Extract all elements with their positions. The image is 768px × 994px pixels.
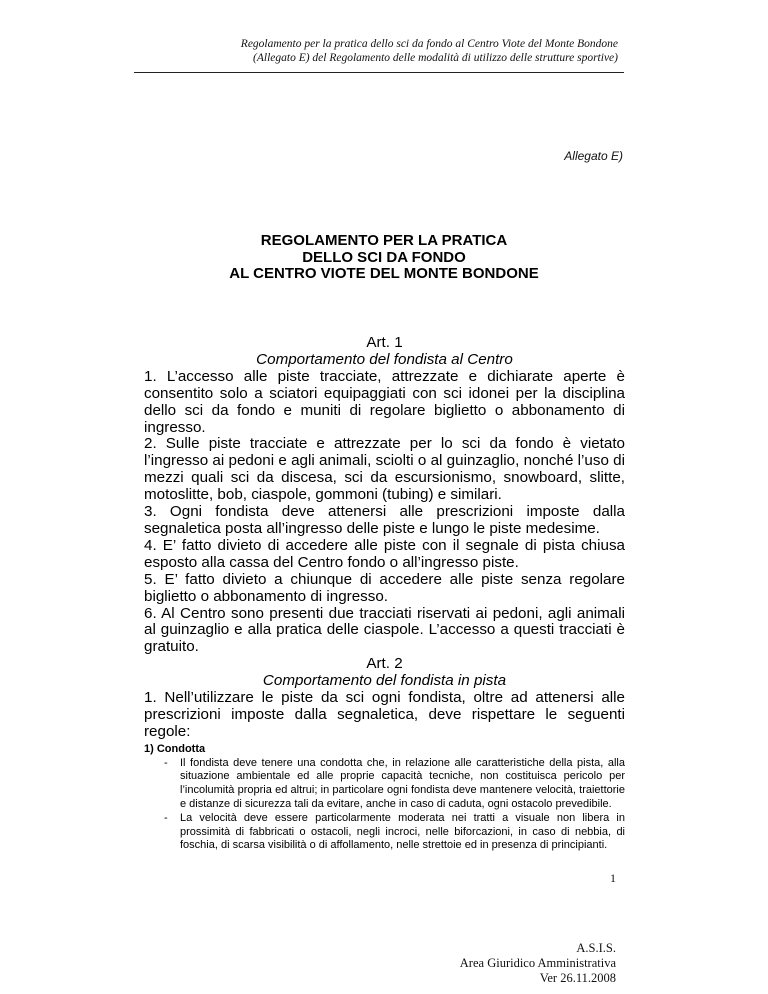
page-number: 1 bbox=[610, 871, 616, 885]
art1-paragraph-2: 2. Sulle piste tracciate e attrezzate per lo sci da fondo è vietato l’ingresso ai pedoni e agli animali, sciolti o al guinzaglio, nonché l’uso di mezzi quali sci da discesa, sci da escursionismo, snowboard, slitte, motoslitte, bob, ciaspole, gommoni (tubing) e similari. bbox=[144, 435, 625, 504]
header-line-2: (Allegato E) del Regolamento delle modalità di utilizzo delle strutture sportive) bbox=[253, 52, 618, 64]
footer-line-2: Area Giuridico Amministrativa bbox=[459, 956, 616, 970]
list-item bbox=[144, 812, 625, 853]
art1-paragraph-6: 6. Al Centro sono presenti due tracciati riservati ai pedoni, agli animali al guinzaglio e alla pratica delle ciaspole. L’accesso a questi tracciati è gratuito. bbox=[144, 604, 625, 656]
art2-number: Art. 2 bbox=[366, 655, 403, 673]
rule-text-2: La velocità deve essere particolarmente moderata nei tratti a visuale non libera in prossimità di fabbricati o ostacoli, negli incroci, nelle biforcazioni, in caso di nebbia, di foschia, di scarsa visibilità o di affollamento, nelle strettoie ed in presenza di principianti. bbox=[180, 811, 625, 852]
section-title-condotta: 1) Condotta bbox=[144, 742, 206, 755]
title-line-1: REGOLAMENTO PER LA PRATICA bbox=[260, 232, 508, 249]
footer-line-3: Ver 26.11.2008 bbox=[539, 971, 616, 985]
rules-section bbox=[144, 743, 625, 853]
art1-paragraph-3: 3. Ogni fondista deve attenersi alle prescrizioni imposte dalla segnaletica posta all’ingresso delle piste e lungo le piste medesime. bbox=[144, 503, 625, 537]
title-line-2: DELLO SCI DA FONDO bbox=[302, 248, 466, 266]
art2-intro: 1. Nell’utilizzare le piste da sci ogni fondista, oltre ad attenersi alle prescrizioni imposte dalla segnaletica, deve rispettare le seguenti regole: bbox=[144, 689, 625, 740]
art2-heading: Comportamento del fondista in pista bbox=[262, 672, 507, 690]
page-footer bbox=[460, 941, 616, 986]
dash-marker: - bbox=[164, 756, 168, 769]
allegato-label: Allegato E) bbox=[564, 149, 623, 163]
art1-paragraph-1: 1. L’accesso alle piste tracciate, attrezzate e dichiarate aperte è consentito solo a sciatori equipaggiati con sci idonei per la disciplina dello sci da fondo e muniti di regolare biglietto o abbonamento di ingresso. bbox=[144, 367, 625, 436]
art1-paragraph-4: 4. E’ fatto divieto di accedere alle piste con il segnale di pista chiusa esposto alla cassa del Centro fondo o all’ingresso piste. bbox=[144, 536, 625, 571]
document-title bbox=[0, 233, 768, 283]
title-line-3: AL CENTRO VIOTE DEL MONTE BONDONE bbox=[229, 265, 539, 282]
art1-heading: Comportamento del fondista al Centro bbox=[256, 350, 513, 368]
document-body bbox=[144, 335, 625, 853]
art1-number: Art. 1 bbox=[366, 334, 403, 351]
art1-paragraph-5: 5. E’ fatto divieto a chiunque di accedere alle piste senza regolare biglietto o abbonamento di ingresso. bbox=[144, 570, 625, 605]
dash-marker: - bbox=[164, 811, 168, 824]
list-item bbox=[144, 757, 625, 812]
rule-text-1: Il fondista deve tenere una condotta che, in relazione alle caratteristiche della pista, alla situazione ambientale ed alle proprie capacità tecniche, non costituisca pericolo per l’incolumità propria ed altrui; in particolare ogni fondista deve mantenere velocità, traiettorie e distanze di sicurezza tali da evitare, anche in caso di caduta, ogni ostacolo prevedibile. bbox=[180, 756, 625, 810]
rules-list bbox=[144, 757, 625, 854]
page-header bbox=[0, 0, 768, 74]
header-divider bbox=[134, 72, 624, 73]
footer-line-1: A.S.I.S. bbox=[576, 941, 616, 955]
header-line-1: Regolamento per la pratica dello sci da fondo al Centro Viote del Monte Bondone bbox=[240, 38, 618, 50]
